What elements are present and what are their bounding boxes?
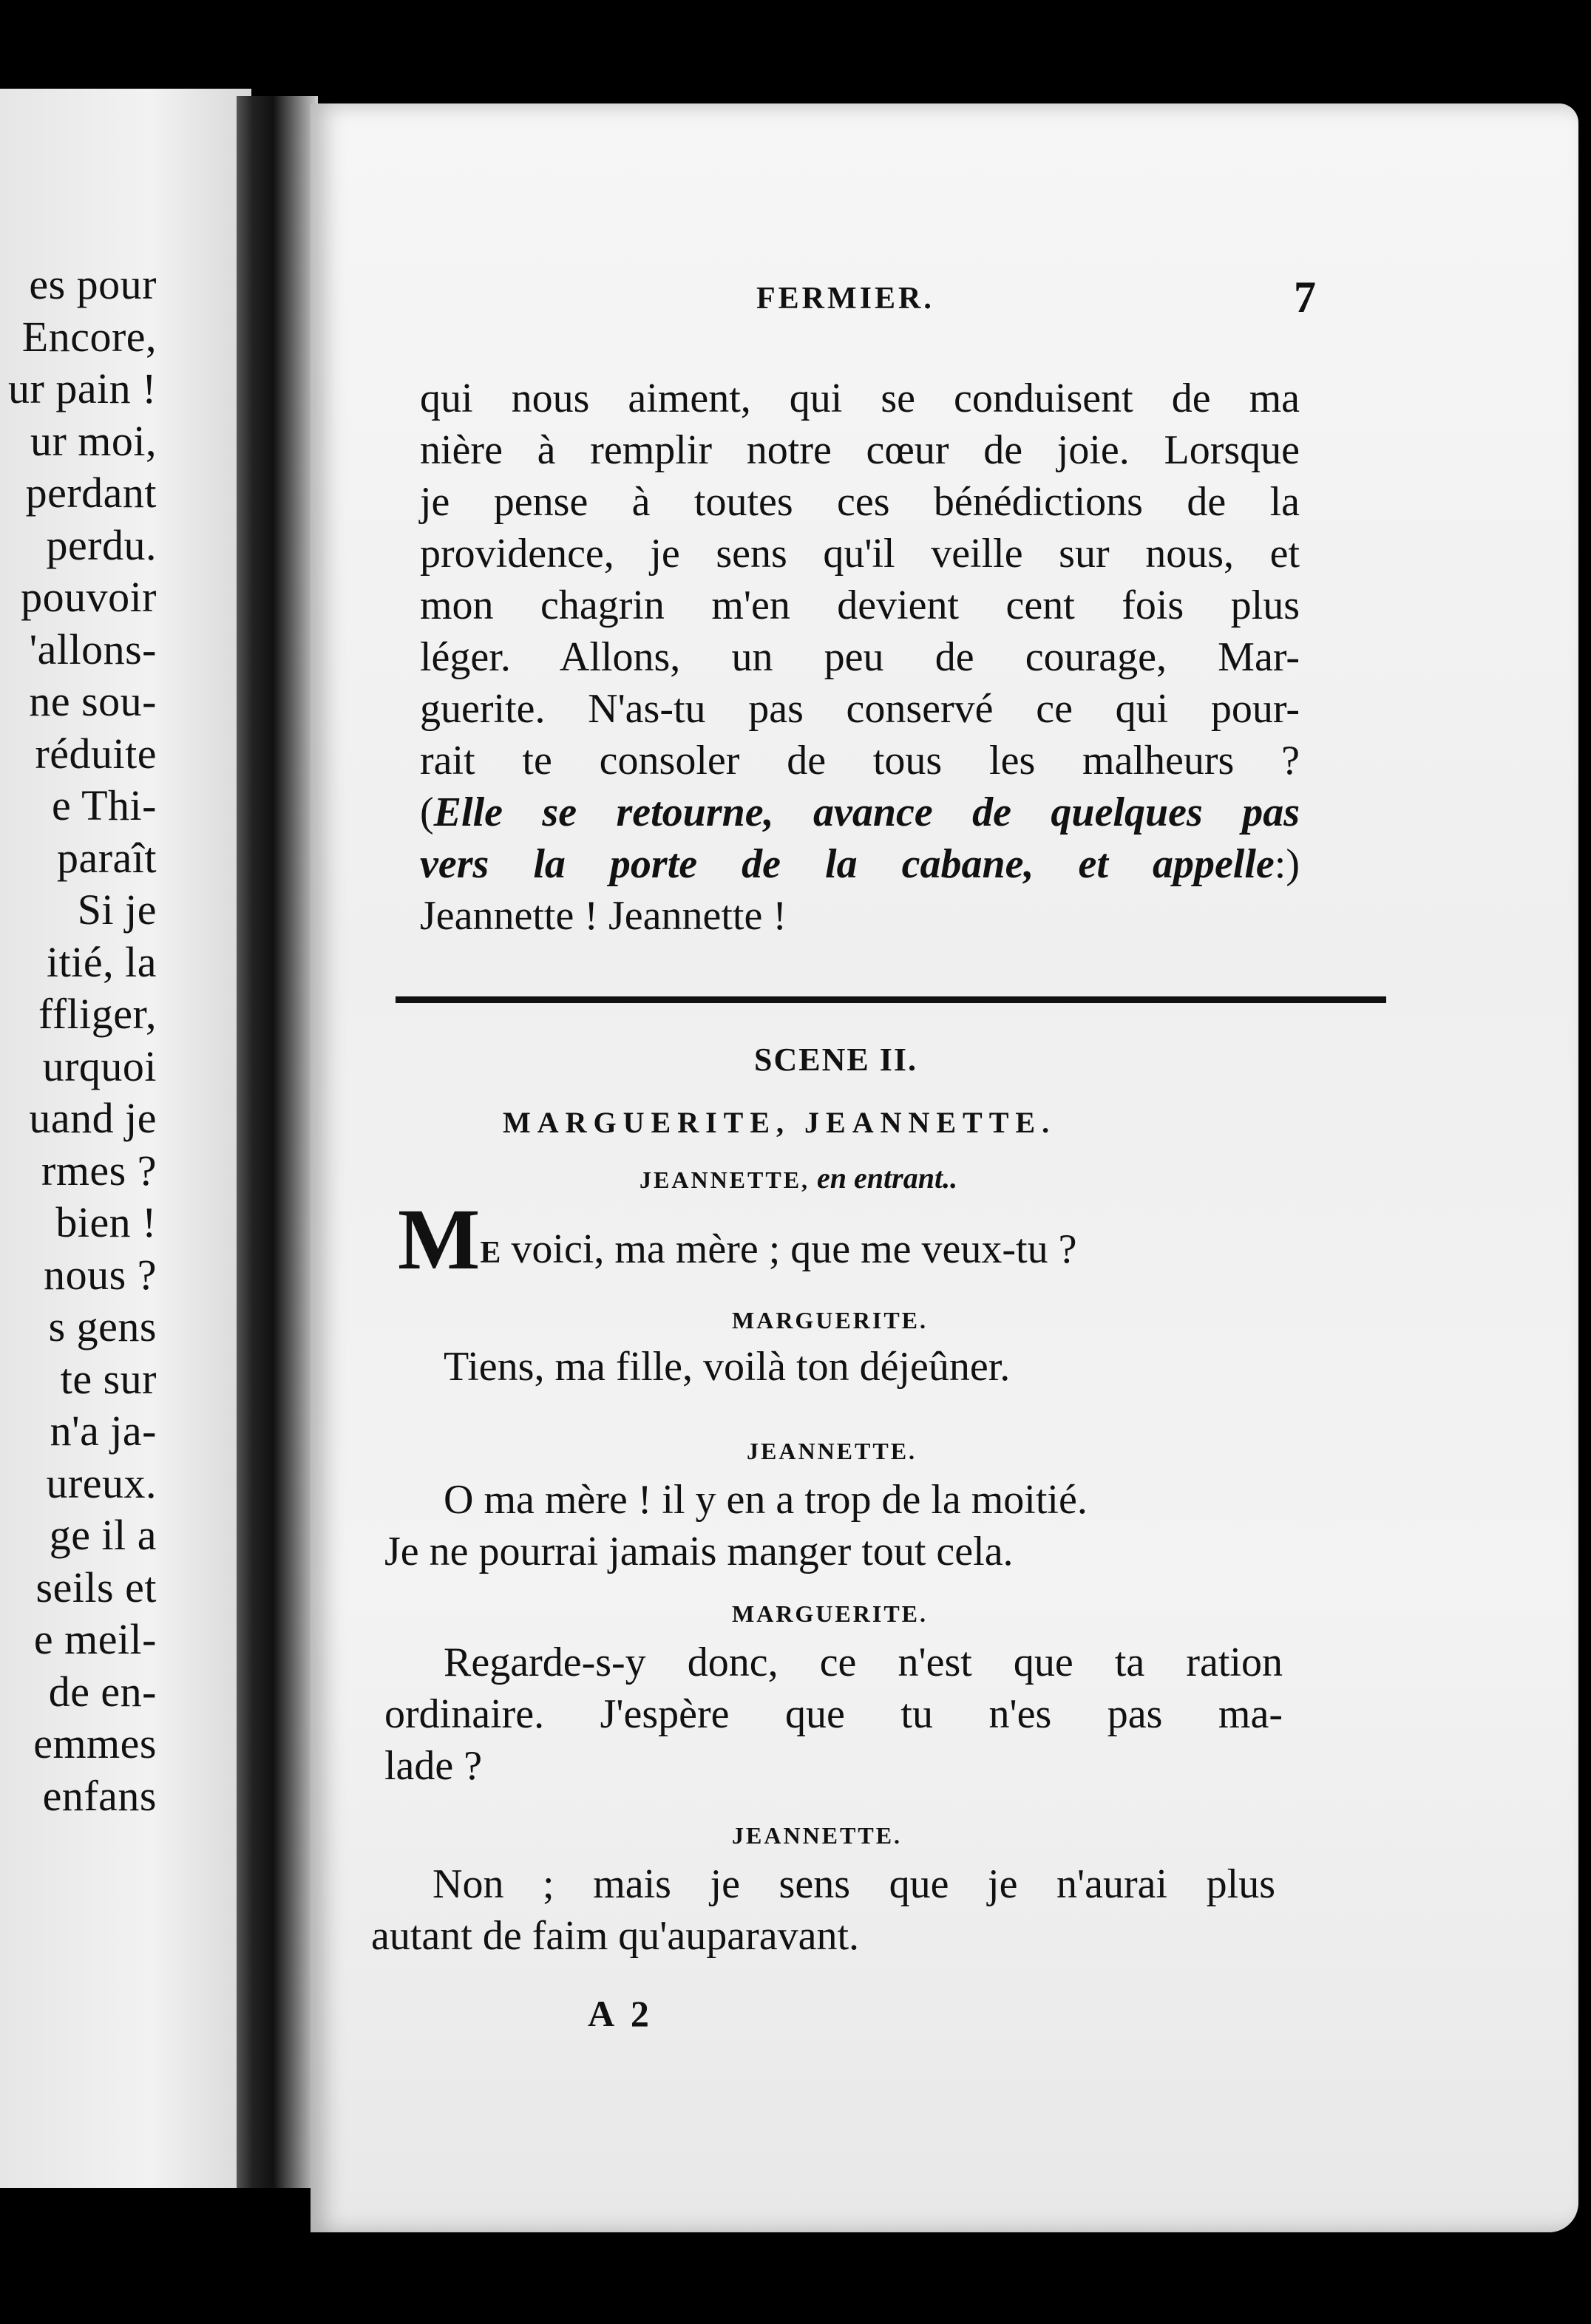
dialogue-line: Je ne pourrai jamais manger tout cela. <box>384 1529 1014 1574</box>
left-page-line: pouvoir <box>21 573 157 621</box>
left-page-line: e meil- <box>33 1615 157 1663</box>
section-rule <box>396 996 1386 1003</box>
left-page-line: ne sou- <box>29 677 157 725</box>
left-page-line: perdant <box>25 469 157 517</box>
left-page-line: uand je <box>29 1094 157 1142</box>
running-head: FERMIER. <box>756 282 934 316</box>
dialogue-line: autant de faim qu'auparavant. <box>371 1913 860 1959</box>
left-page-line: itié, la <box>47 937 157 986</box>
speaker-name: MARGUERITE. <box>732 1307 929 1333</box>
body-line: guerite. N'as-tu pas conservé ce qui pour- <box>420 686 1300 732</box>
speaker-name: MARGUERITE. <box>732 1600 929 1627</box>
dialogue-line: Regarde-s-y donc, ce n'est que ta ration <box>444 1640 1283 1685</box>
dialogue-line: lade ? <box>384 1743 483 1789</box>
speaker-cue <box>640 1161 957 1195</box>
page-number: 7 <box>1294 273 1319 322</box>
speaker-direction: en entrant.. <box>810 1161 958 1195</box>
small-caps: E <box>480 1236 501 1270</box>
stage-direction <box>420 787 1300 837</box>
signature-mark: A 2 <box>588 1993 654 2034</box>
dialogue-line: O ma mère ! il y en a trop de la moitié. <box>444 1477 1088 1523</box>
scene-title: SCENE II. <box>754 1042 917 1078</box>
dialogue-line: Non ; mais je sens que je n'aurai plus <box>432 1861 1275 1907</box>
left-page-line: perdu. <box>46 520 157 569</box>
dialogue-text: voici, ma mère ; que me veux-tu ? <box>501 1226 1077 1272</box>
book-gutter <box>237 96 318 2188</box>
speaker-name: JEANNETTE. <box>747 1438 917 1464</box>
left-page-line: ureux. <box>46 1458 157 1507</box>
left-page-line: urquoi <box>42 1042 157 1090</box>
body-line: je pense à toutes ces bénédictions de la <box>420 479 1300 525</box>
dialogue-line: ordinaire. J'espère que tu n'es pas ma- <box>384 1691 1283 1737</box>
left-page-line: ur pain ! <box>8 364 157 412</box>
left-page-line: ffliger, <box>38 990 157 1038</box>
body-line: mon chagrin m'en devient cent fois plus <box>420 582 1300 628</box>
left-page-line: 'allons- <box>29 625 157 673</box>
stage-paren-close: :) <box>1274 841 1300 887</box>
left-page-line: te sur <box>60 1354 157 1403</box>
stage-text: vers la porte de la cabane, et appelle <box>420 841 1275 887</box>
stage-paren-open: ( <box>420 789 434 835</box>
left-page-line: paraît <box>56 833 157 882</box>
stage-text: Elle se retourne, avance de quelques pas <box>433 789 1300 835</box>
left-page-line: ge il a <box>49 1511 157 1559</box>
left-page-line: es pour <box>29 260 157 308</box>
body-line: rait te consoler de tous les malheurs ? <box>420 738 1300 784</box>
scene-characters: MARGUERITE, JEANNETTE. <box>503 1106 1056 1139</box>
drop-cap: M <box>398 1191 481 1288</box>
dialogue-line: Tiens, ma fille, voilà ton déjeûner. <box>444 1344 1011 1390</box>
left-page-line: de en- <box>48 1667 157 1716</box>
left-page-line: e Thi- <box>51 781 157 829</box>
left-page-line: emmes <box>33 1719 157 1767</box>
left-page-line: enfans <box>42 1771 157 1820</box>
left-page-line: seils et <box>35 1563 157 1611</box>
book-page <box>311 103 1578 2232</box>
left-page-line: nous ? <box>44 1250 157 1299</box>
stage-direction <box>420 839 1300 889</box>
left-page-line: s gens <box>48 1302 157 1350</box>
previous-page <box>0 89 251 2188</box>
dialogue-line <box>398 1191 1077 1288</box>
left-page-line: Encore, <box>21 312 157 361</box>
body-line: providence, je sens qu'il veille sur nous, et <box>420 531 1300 577</box>
body-line: Jeannette ! Jeannette ! <box>420 893 787 939</box>
body-line: léger. Allons, un peu de courage, Mar- <box>420 634 1300 680</box>
left-page-line: bien ! <box>55 1198 157 1246</box>
left-page-line: Si je <box>77 886 157 934</box>
body-line: nière à remplir notre cœur de joie. Lorsque <box>420 427 1300 473</box>
left-page-line: n'a ja- <box>50 1407 157 1455</box>
speaker-name: JEANNETTE. <box>732 1822 903 1849</box>
body-line: qui nous aiment, qui se conduisent de ma <box>420 376 1300 421</box>
left-page-line: ur moi, <box>30 416 157 465</box>
left-page-line: réduite <box>35 729 157 778</box>
left-page-line: rmes ? <box>41 1146 157 1195</box>
speaker-name: JEANNETTE, <box>640 1166 810 1193</box>
